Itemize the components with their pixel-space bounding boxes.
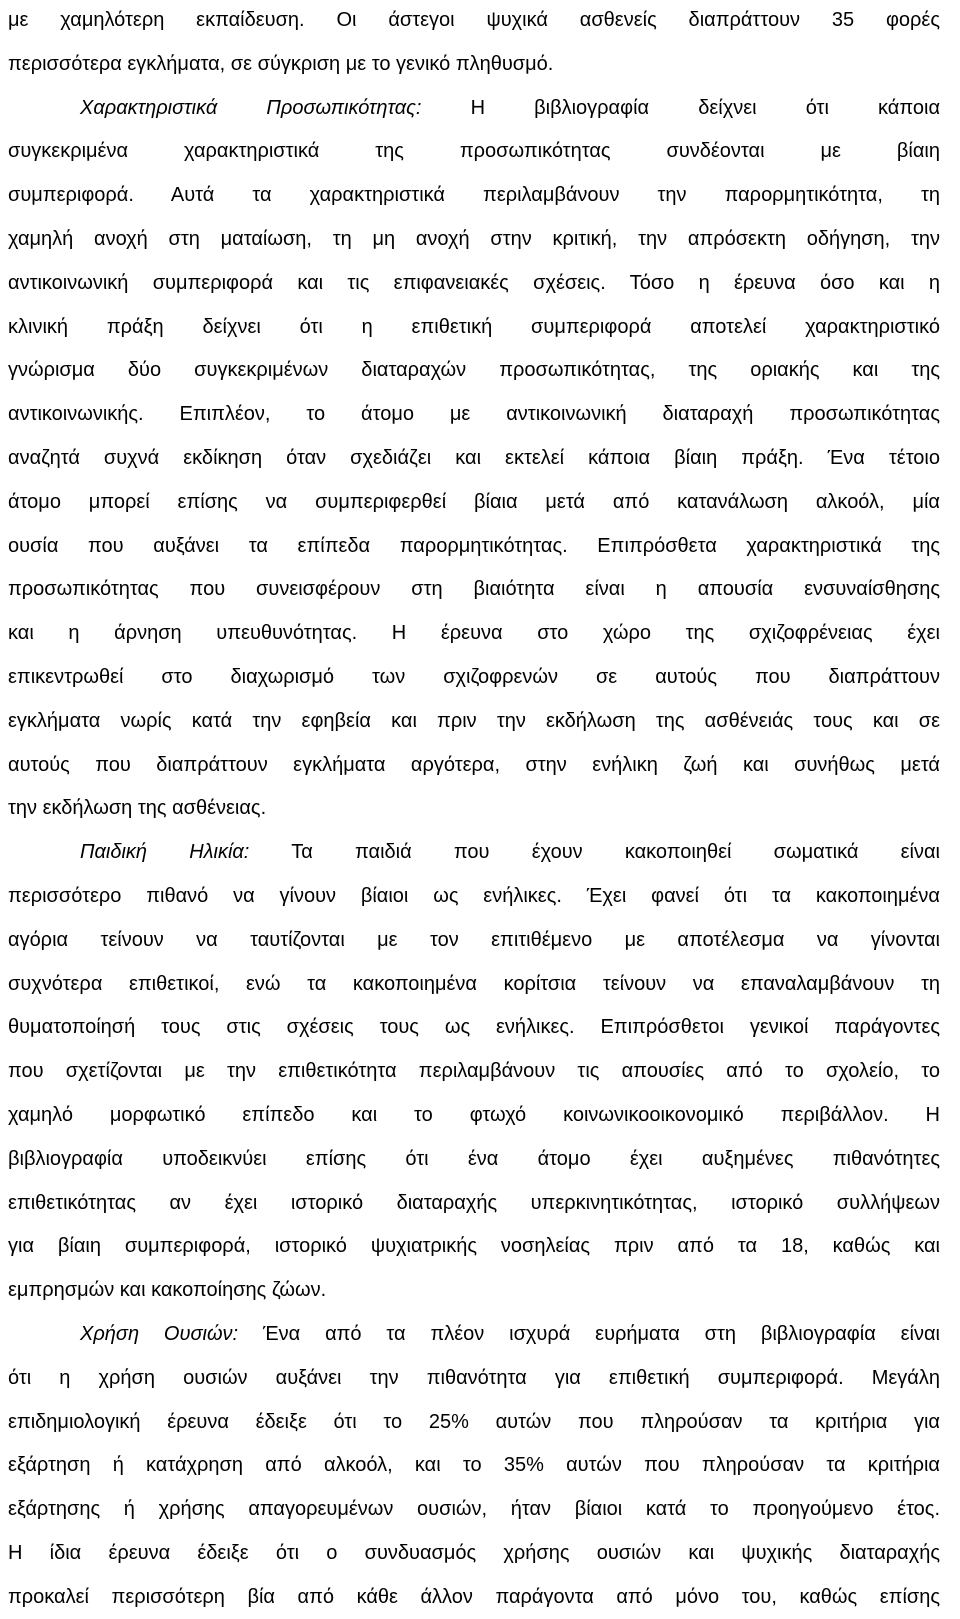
document-page bbox=[8, 0, 940, 1619]
text-line: αυτούς που διαπράττουν εγκλήματα αργότερα, στην ενήλικη ζωή και συνήθως μετά bbox=[8, 753, 940, 776]
text-line: αντικοινωνικής. Επιπλέον, το άτομο με αντικοινωνική διαταραχή προσωπικότητας bbox=[8, 403, 940, 426]
text-line: με χαμηλότερη εκπαίδευση. Οι άστεγοι ψυχικά ασθενείς διαπράττουν 35 φορές bbox=[8, 9, 940, 31]
text-line: επιθετικότητας αν έχει ιστορικό διαταραχής υπερκινητικότητας, ιστορικό συλλήψεων bbox=[8, 1191, 940, 1214]
section-heading: Χαρακτηριστικά Προσωπικότητας: bbox=[80, 96, 422, 119]
section-heading: Χρήση Ουσιών: bbox=[80, 1322, 239, 1345]
paragraph-personality bbox=[8, 87, 940, 832]
text-line: περισσότερο πιθανό να γίνουν βίαιοι ως ενήλικες. Έχει φανεί ότι τα κακοποιημένα bbox=[8, 884, 940, 907]
text-line: αγόρια τείνουν να ταυτίζονται με τον επιτιθέμενο με αποτέλεσμα να γίνονται bbox=[8, 928, 940, 951]
text-line: περισσότερα εγκλήματα, σε σύγκριση με το γενικό πληθυσμό. bbox=[8, 52, 554, 75]
section-heading: Παιδική Ηλικία: bbox=[80, 841, 250, 864]
text-line: εξάρτηση ή κατάχρηση από αλκοόλ, και το 35% αυτών που πληρούσαν τα κριτήρια bbox=[8, 1454, 940, 1477]
text-line: προσωπικότητας που συνεισφέρουν στη βιαιότητα είναι η απουσία ενσυναίσθησης bbox=[8, 578, 940, 601]
text-line: αντικοινωνική συμπεριφορά και τις επιφανειακές σχέσεις. Τόσο η έρευνα όσο και η bbox=[8, 271, 940, 294]
text-line: κλινική πράξη δείχνει ότι η επιθετική συμπεριφορά αποτελεί χαρακτηριστικό bbox=[8, 315, 940, 338]
text-line: επιδημιολογική έρευνα έδειξε ότι το 25% αυτών που πληρούσαν τα κριτήρια για bbox=[8, 1410, 940, 1433]
text-line: βιβλιογραφία υποδεικνύει επίσης ότι ένα άτομο έχει αυξημένες πιθανότητες bbox=[8, 1147, 940, 1170]
text-line: που σχετίζονται με την επιθετικότητα περιλαμβάνουν τις απουσίες από το σχολείο, το bbox=[8, 1060, 940, 1083]
text-line: συγκεκριμένα χαρακτηριστικά της προσωπικότητας συνδέονται με βίαιη bbox=[8, 140, 940, 163]
text-line: άτομο μπορεί επίσης να συμπεριφερθεί βίαια μετά από κατανάλωση αλκοόλ, μία bbox=[8, 490, 940, 513]
text-line: χαμηλό μορφωτικό επίπεδο και το φτωχό κοινωνικοοικονομικό περιβάλλον. Η bbox=[8, 1103, 940, 1126]
text-line: ότι η χρήση ουσιών αυξάνει την πιθανότητα για επιθετική συμπεριφορά. Μεγάλη bbox=[8, 1366, 940, 1389]
text-line: την εκδήλωση της ασθένειας. bbox=[8, 797, 267, 820]
paragraph-continuation bbox=[8, 0, 940, 87]
text-line: εξάρτησης ή χρήσης απαγορευμένων ουσιών, ήταν βίαιοι κατά το προηγούμενο έτος. bbox=[8, 1498, 940, 1521]
paragraph-first-line bbox=[8, 87, 940, 131]
text-line: συχνότερα επιθετικοί, ενώ τα κακοποιημένα κορίτσια τείνουν να επαναλαμβάνουν τη bbox=[8, 972, 940, 995]
text-line: συμπεριφορά. Αυτά τα χαρακτηριστικά περιλαμβάνουν την παρορμητικότητα, τη bbox=[8, 184, 940, 207]
text-line: προκαλεί περισσότερη βία από κάθε άλλον παράγοντα από μόνο του, καθώς επίσης bbox=[8, 1585, 940, 1608]
text-line: γνώρισμα δύο συγκεκριμένων διαταραχών προσωπικότητας, της οριακής και της bbox=[8, 359, 940, 382]
text-line: και η άρνηση υπευθυνότητας. Η έρευνα στο χώρο της σχιζοφρένειας έχει bbox=[8, 622, 940, 645]
heading-line-text: Τα παιδιά που έχουν κακοποιηθεί σωματικά είναι bbox=[291, 841, 940, 864]
text-line: Η ίδια έρευνα έδειξε ότι ο συνδυασμός χρήσης ουσιών και ψυχικής διαταραχής bbox=[8, 1541, 940, 1564]
text-line: για βίαιη συμπεριφορά, ιστορικό ψυχιατρικής νοσηλείας πριν από τα 18, καθώς και bbox=[8, 1235, 940, 1258]
paragraph-substance-use bbox=[8, 1313, 940, 1619]
text-line: αναζητά συχνά εκδίκηση όταν σχεδιάζει και εκτελεί κάποια βίαιη πράξη. Ένα τέτοιο bbox=[8, 446, 940, 469]
text-line: ουσία που αυξάνει τα επίπεδα παρορμητικότητας. Επιπρόσθετα χαρακτηριστικά της bbox=[8, 534, 940, 557]
heading-line-text: Η βιβλιογραφία δείχνει ότι κάποια bbox=[470, 96, 941, 119]
text-line: εμπρησμών και κακοποίησης ζώων. bbox=[8, 1279, 327, 1302]
paragraph-first-line bbox=[8, 1313, 940, 1357]
paragraph-first-line bbox=[8, 831, 940, 875]
text-line: εγκλήματα νωρίς κατά την εφηβεία και πριν την εκδήλωση της ασθένειάς τους και σε bbox=[8, 709, 940, 732]
paragraph-childhood bbox=[8, 831, 940, 1313]
heading-line-text: Ένα από τα πλέον ισχυρά ευρήματα στη βιβλιογραφία είναι bbox=[262, 1322, 940, 1345]
text-line: επικεντρωθεί στο διαχωρισμό των σχιζοφρενών σε αυτούς που διαπράττουν bbox=[8, 665, 940, 688]
text-line: χαμηλή ανοχή στη ματαίωση, τη μη ανοχή στην κριτική, την απρόσεκτη οδήγηση, την bbox=[8, 227, 940, 250]
text-line: θυματοποίησή τους στις σχέσεις τους ως ενήλικες. Επιπρόσθετοι γενικοί παράγοντες bbox=[8, 1016, 940, 1039]
